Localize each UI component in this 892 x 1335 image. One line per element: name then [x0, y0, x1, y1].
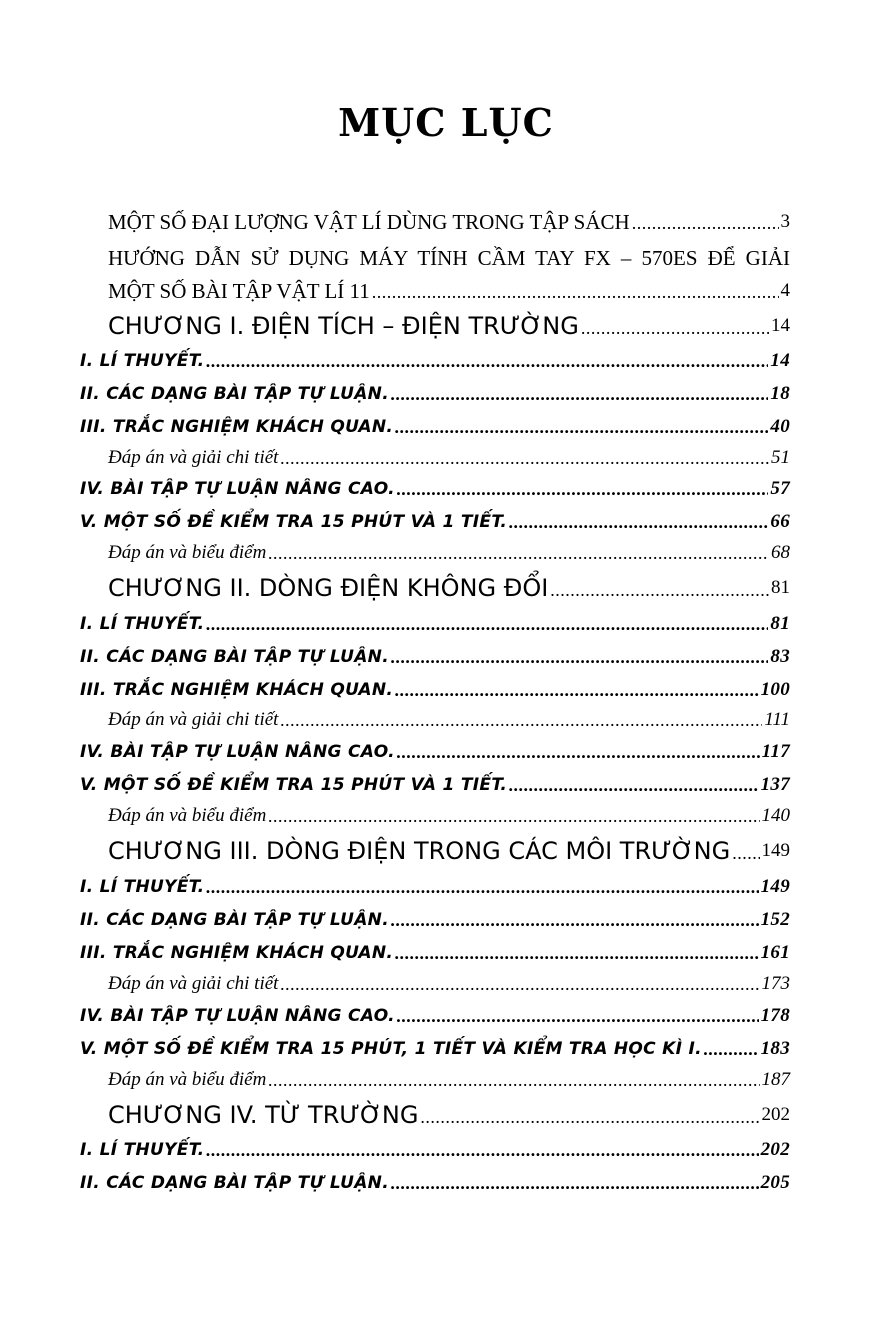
dot-leader [704, 1034, 759, 1064]
toc-page-number: 202 [760, 1139, 790, 1160]
toc-entry-title: Đáp án và giải chi tiết [108, 973, 279, 994]
toc-page-number: 3 [780, 211, 790, 232]
toc-entry-title: I. LÍ THUYẾT. [80, 1140, 205, 1160]
toc-entry-chap[interactable] [108, 836, 790, 866]
toc-entry-sec[interactable] [80, 412, 790, 442]
toc-entry-sec[interactable] [80, 1001, 790, 1031]
toc-entry-title: I. LÍ THUYẾT. [80, 351, 205, 371]
toc-page-number: 66 [770, 511, 790, 532]
toc-entry-title: II. CÁC DẠNG BÀI TẬP TỰ LUẬN. [80, 647, 389, 667]
dot-leader [206, 609, 768, 639]
toc-entry-ans[interactable] [108, 705, 790, 735]
dot-leader [372, 276, 779, 306]
toc-entry-ans[interactable] [108, 1065, 790, 1095]
toc-entry-title: CHƯƠNG II. DÒNG ĐIỆN KHÔNG ĐỔI [108, 574, 549, 602]
toc-entry-title: III. TRẮC NGHIỆM KHÁCH QUAN. [80, 943, 394, 963]
toc-entry-sec[interactable] [80, 609, 790, 639]
toc-entry-title: Đáp án và biểu điểm [108, 542, 267, 563]
toc-page-number: 117 [761, 741, 790, 762]
toc-page-number: 178 [760, 1005, 790, 1026]
toc-entry-ans[interactable] [108, 443, 790, 473]
toc-page-number: 57 [770, 478, 790, 499]
toc-entry-title: HƯỚNG DẪN SỬ DỤNG MÁY TÍNH CẦM TAY FX – 570ES ĐỂ GIẢI [108, 246, 790, 270]
toc-entry-sec[interactable] [80, 507, 790, 537]
toc-entry-sec[interactable] [80, 770, 790, 800]
dot-leader [420, 1100, 759, 1130]
dot-leader [391, 642, 768, 672]
toc-entry-title: CHƯƠNG I. ĐIỆN TÍCH – ĐIỆN TRƯỜNG [108, 312, 579, 340]
toc-page-number: 83 [770, 646, 790, 667]
toc-entry-sec[interactable] [80, 872, 790, 902]
dot-leader [632, 207, 779, 237]
toc-page-number: 161 [760, 942, 790, 963]
page-title: MỤC LỤC [338, 100, 554, 145]
toc-page-number: 137 [760, 774, 790, 795]
toc-entry-sec[interactable] [80, 474, 790, 504]
toc-entry-intro[interactable] [108, 276, 790, 306]
dot-leader [509, 507, 768, 537]
dot-leader [391, 1168, 759, 1198]
dot-leader [397, 737, 760, 767]
toc-entry-title: MỘT SỐ BÀI TẬP VẬT LÍ 11 [108, 279, 370, 303]
toc-entry-sec[interactable] [80, 1034, 790, 1064]
toc-entry-sec[interactable] [80, 346, 790, 376]
toc-page-number: 187 [761, 1069, 790, 1090]
toc-page-number: 14 [770, 350, 790, 371]
toc-entry-chap[interactable] [108, 311, 790, 341]
toc-entry-title: III. TRẮC NGHIỆM KHÁCH QUAN. [80, 417, 394, 437]
toc-entry-title: CHƯƠNG III. DÒNG ĐIỆN TRONG CÁC MÔI TRƯỜNG [108, 837, 731, 865]
toc-entry-title: IV. BÀI TẬP TỰ LUẬN NÂNG CAO. [80, 479, 395, 499]
toc-entry-title: MỘT SỐ ĐẠI LƯỢNG VẬT LÍ DÙNG TRONG TẬP SÁCH [108, 210, 630, 234]
toc-entry-title: V. MỘT SỐ ĐỀ KIỂM TRA 15 PHÚT VÀ 1 TIẾT. [80, 512, 508, 532]
toc-page-number: 183 [760, 1038, 790, 1059]
toc-entry-title: V. MỘT SỐ ĐỀ KIỂM TRA 15 PHÚT, 1 TIẾT VÀ KIỂM TRA HỌC KÌ I. [80, 1039, 702, 1059]
toc-entry-title: IV. BÀI TẬP TỰ LUẬN NÂNG CAO. [80, 1006, 395, 1026]
toc-page-number: 68 [771, 542, 790, 563]
toc-entry-title: Đáp án và giải chi tiết [108, 709, 279, 730]
dot-leader [268, 538, 769, 568]
toc-entry-ans[interactable] [108, 538, 790, 568]
toc-entry-title: I. LÍ THUYẾT. [80, 877, 205, 897]
toc-page-number: 149 [761, 840, 790, 861]
toc-entry-sec[interactable] [80, 1135, 790, 1165]
toc-page-number: 18 [770, 383, 790, 404]
toc-entry-sec[interactable] [80, 905, 790, 935]
toc-entry-sec[interactable] [80, 642, 790, 672]
toc-entry-title: II. CÁC DẠNG BÀI TẬP TỰ LUẬN. [80, 910, 389, 930]
dot-leader [206, 872, 758, 902]
toc-entry-title: II. CÁC DẠNG BÀI TẬP TỰ LUẬN. [80, 384, 389, 404]
toc-page-number: 100 [760, 679, 790, 700]
toc-page-number: 140 [761, 805, 790, 826]
toc-entry-intro[interactable] [108, 243, 790, 273]
dot-leader [206, 346, 768, 376]
dot-leader [395, 412, 768, 442]
dot-leader [550, 573, 769, 603]
toc-page-number: 51 [771, 447, 790, 468]
toc-page-number: 81 [770, 613, 790, 634]
toc-page-number: 205 [760, 1172, 790, 1193]
dot-leader [268, 801, 759, 831]
toc-entry-title: IV. BÀI TẬP TỰ LUẬN NÂNG CAO. [80, 742, 395, 762]
toc-entry-title: Đáp án và giải chi tiết [108, 447, 279, 468]
dot-leader [395, 938, 758, 968]
toc-entry-title: I. LÍ THUYẾT. [80, 614, 205, 634]
dot-leader [581, 311, 769, 341]
toc-entry-title: CHƯƠNG IV. TỪ TRƯỜNG [108, 1101, 419, 1129]
toc-entry-ans[interactable] [108, 801, 790, 831]
toc-page-number: 149 [760, 876, 790, 897]
toc-entry-ans[interactable] [108, 969, 790, 999]
dot-leader [395, 675, 758, 705]
toc-entry-title: II. CÁC DẠNG BÀI TẬP TỰ LUẬN. [80, 1173, 389, 1193]
dot-leader [280, 969, 759, 999]
toc-entry-chap[interactable] [108, 573, 790, 603]
dot-leader [280, 705, 762, 735]
toc-entry-sec[interactable] [80, 938, 790, 968]
dot-leader [268, 1065, 759, 1095]
toc-page-number: 40 [770, 416, 790, 437]
dot-leader [206, 1135, 758, 1165]
toc-entry-intro[interactable] [108, 207, 790, 237]
toc-page-number: 111 [764, 709, 790, 730]
toc-entry-title: V. MỘT SỐ ĐỀ KIỂM TRA 15 PHÚT VÀ 1 TIẾT. [80, 775, 508, 795]
toc-entry-title: Đáp án và biểu điểm [108, 1069, 267, 1090]
dot-leader [280, 443, 769, 473]
toc-entry-sec[interactable] [80, 1168, 790, 1198]
dot-leader [397, 1001, 759, 1031]
dot-leader [732, 836, 759, 866]
dot-leader [391, 905, 759, 935]
toc-page-number: 152 [760, 909, 790, 930]
toc-page-number: 173 [761, 973, 790, 994]
toc-entry-sec[interactable] [80, 675, 790, 705]
dot-leader [397, 474, 769, 504]
toc-page-number: 202 [761, 1104, 790, 1125]
toc-entry-title: Đáp án và biểu điểm [108, 805, 267, 826]
toc-entry-sec[interactable] [80, 737, 790, 767]
dot-leader [391, 379, 768, 409]
dot-leader [509, 770, 758, 800]
toc-page-number: 4 [780, 280, 790, 301]
toc-entry-title: III. TRẮC NGHIỆM KHÁCH QUAN. [80, 680, 394, 700]
toc-entry-sec[interactable] [80, 379, 790, 409]
toc-page-number: 14 [771, 315, 790, 336]
toc-page-number: 81 [771, 577, 790, 598]
toc-entry-chap[interactable] [108, 1100, 790, 1130]
